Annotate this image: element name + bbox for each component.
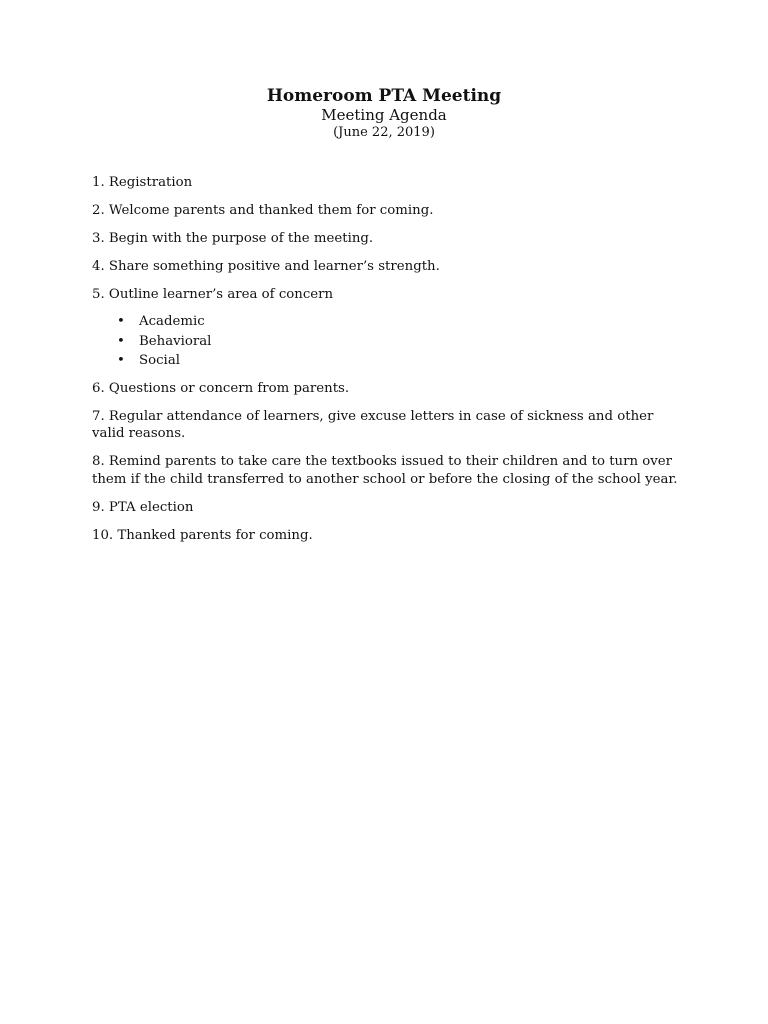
concern-area-label: Social xyxy=(139,353,180,368)
agenda-item-pta-election: 9. PTA election xyxy=(92,499,194,515)
concern-areas-list xyxy=(92,312,682,371)
document-subtitle: Meeting Agenda xyxy=(321,106,447,124)
agenda-item-positive-strength: 4. Share something positive and learner’s strength. xyxy=(92,259,440,274)
concern-area-label: Academic xyxy=(139,314,205,329)
document-header xyxy=(0,86,768,141)
agenda-item-questions: 6. Questions or concern from parents. xyxy=(92,380,350,396)
agenda-item-welcome: 2. Welcome parents and thanked them for coming. xyxy=(92,203,434,218)
concern-area-academic xyxy=(92,312,682,332)
bullet-icon: • xyxy=(117,314,125,329)
bullet-icon: • xyxy=(117,333,125,349)
bullet-icon: • xyxy=(117,353,125,368)
agenda-list xyxy=(92,174,682,555)
agenda-item-purpose: 3. Begin with the purpose of the meeting. xyxy=(92,231,374,246)
concern-area-social xyxy=(92,351,682,371)
agenda-item-thanks: 10. Thanked parents for coming. xyxy=(92,527,313,543)
agenda-item-attendance: 7. Regular attendance of learners, give excuse letters in case of sickness and other valid reasons. xyxy=(92,408,654,441)
agenda-item-registration: 1. Registration xyxy=(92,175,193,190)
document-title: Homeroom PTA Meeting xyxy=(266,86,502,106)
concern-area-label: Behavioral xyxy=(139,333,212,349)
agenda-item-textbooks: 8. Remind parents to take care the textbooks issued to their children and to turn over them if the child transferred to another school or before the closing of the school year. xyxy=(92,454,678,487)
concern-area-behavioral xyxy=(92,332,682,352)
agenda-item-areas-of-concern: 5. Outline learner’s area of concern xyxy=(92,287,334,302)
meeting-date: (June 22, 2019) xyxy=(333,125,435,140)
